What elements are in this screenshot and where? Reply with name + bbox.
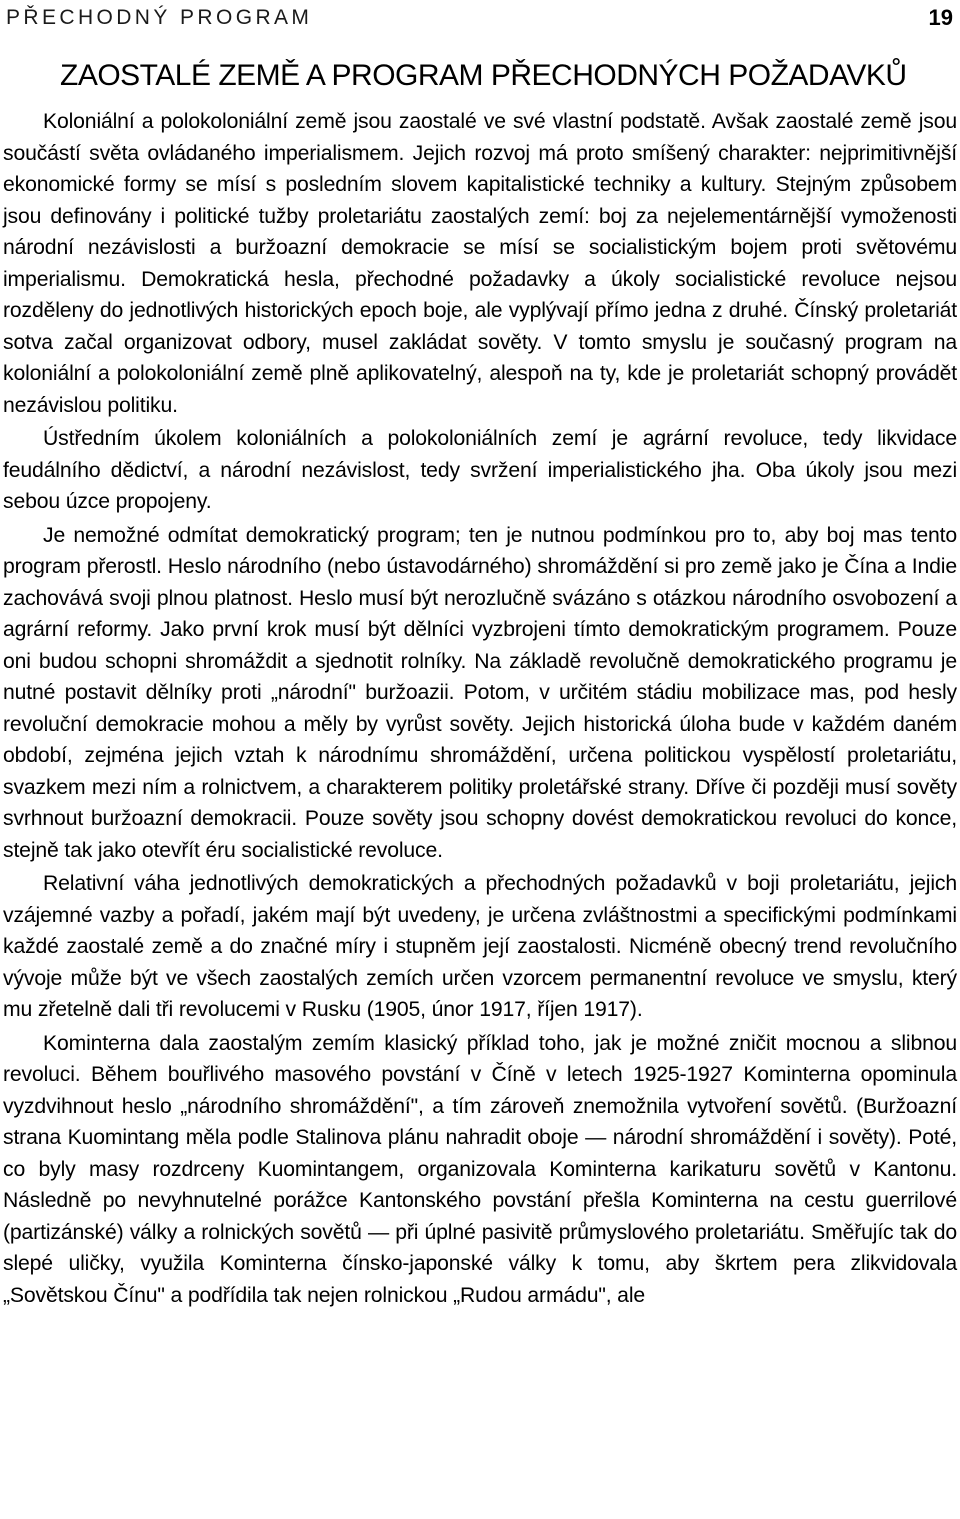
paragraph: Koloniální a polokoloniální země jsou zaostalé ve své vlastní podstatě. Avšak zaostalé země jsou součástí světa ovládaného imperialismem. Jejich rozvoj má proto smíšený charakter: nejprimitivnější ekonomické formy se mísí s posledním slovem kapitalistické techniky a kultury. Stejným způsobem jsou definovány i politické tužby proletariátu zaostalých zemí: boj za nejelementárnější vymoženosti národní nezávislosti a buržoazní demokracie se mísí se socialistickým bojem proti světovému imperialismu. Demokratická hesla, přechodné požadavky a úkoly socialistické revoluce nejsou rozděleny do jednotlivých historických epoch boje, ale vyplývají přímo jedna z druhé. Čínský proletariát sotva začal organizovat odbory, musel zakládat sověty. V tomto smyslu je současný program na koloniální a polokoloniální země plně aplikovatelný, alespoň na ty, kde je proletariát schopný provádět nezávislou politiku. xyxy=(3,110,957,417)
paragraph: Kominterna dala zaostalým zemím klasický příklad toho, jak je možné zničit mocnou a slibnou revoluci. Během bouřlivého masového povstání v Číně v letech 1925-1927 Kominterna opominula vyzdvihnout heslo „národního shromáždění", a tím zároveň znemožnila vytvoření sovětů. (Buržoazní strana Kuomintang měla podle Stalinova plánu nahradit oboje — národní shromáždění i sověty). Poté, co byly masy rozdrceny Kuomintangem, organizovala Kominterna karikaturu sovětů v Kantonu. Následně po nevyhnutelné porážce Kantonského povstání přešla Kominterna na cestu guerrilové (partizánské) války a rolnických sovětů — při úplné pasivitě průmyslového proletariátu. Směřujíc tak do slepé uličky, využila Kominterna čínsko-japonské války k tomu, aby škrtem pera zlikvidovala „Sovětskou Čínu" a podřídila tak nejen rolnickou „Rudou armádu", ale xyxy=(3,1031,957,1307)
section-title: ZAOSTALÉ ZEMĚ A PROGRAM PŘECHODNÝCH POŽADAVKŮ xyxy=(60,59,907,92)
paragraph: Ústředním úkolem koloniálních a polokoloniálních zemí je agrární revoluce, tedy likvidace feudálního dědictví, a národní nezávislost, tedy svržení imperialistického jha. Oba úkoly jsou mezi sebou úzce propojeny. xyxy=(3,427,957,513)
paragraph: Relativní váha jednotlivých demokratických a přechodných požadavků v boji proletariátu, jejich vzájemné vazby a pořadí, jakém mají být uvedeny, je určena zvláštnostmi a specifickými podmínkami každé zaostalé země a do značné míry i stupněm její zaostalosti. Nicméně obecný trend revolučního vývoje může být ve všech zaostalých zemích určen vzorcem permanentní revoluce ve smyslu, který mu zřetelně dali tři revolucemi v Rusku (1905, únor 1917, říjen 1917). xyxy=(3,872,957,1021)
page-number: 19 xyxy=(928,5,953,30)
page-header xyxy=(3,0,957,40)
body-text xyxy=(3,106,957,1311)
paragraph: Je nemožné odmítat demokratický program; ten je nutnou podmínkou pro to, aby boj mas tento program přerostl. Heslo národního (nebo ústavodárného) shromáždění si pro země jako je Čína a Indie zachovává svoji plnou platnost. Heslo musí být nerozlučně svázáno s otázkou národního osvobození a agrární reformy. Jako první krok musí být dělníci vyzbrojeni tímto demokratickým programem. Pouze oni budou schopni shromáždit a sjednotit rolníky. Na základě revolučně demokratického programu je nutné postavit dělníky proti „národní" buržoazii. Potom, v určitém stádiu mobilizace mas, pod hesly revoluční demokracie mohou a měly by vyrůst sověty. Jejich historická úloha bude v každém daném období, zejména jejich vztah k národnímu shromáždění, určena politickou vyspělostí proletariátu, svazkem mezi ním a rolnictvem, a charakterem politiky proletářské strany. Dříve či později musí sověty svrhnout buržoazní demokracii. Pouze sověty jsou schopny dovést demokratickou revoluci do konce, stejně tak jako otevřít éru socialistické revoluce. xyxy=(3,523,957,862)
running-head: PŘECHODNÝ PROGRAM xyxy=(6,6,313,29)
